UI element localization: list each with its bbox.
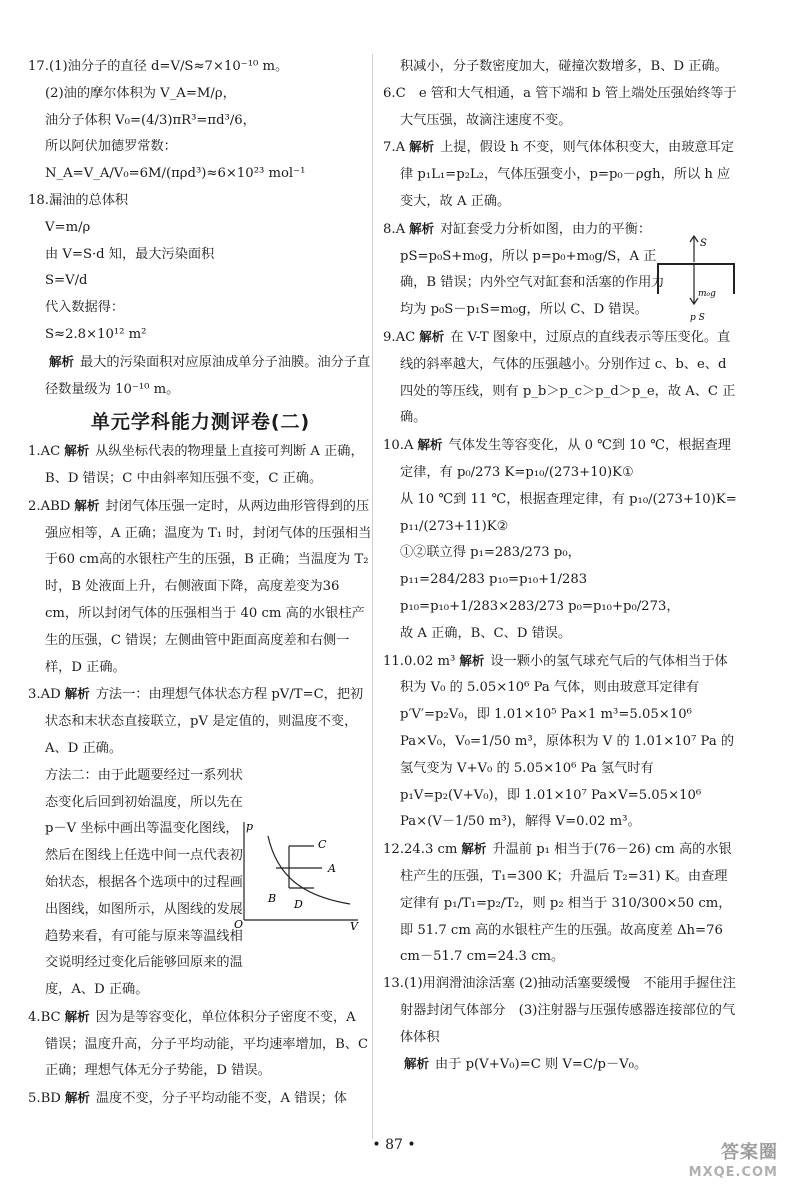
q17-line4: 所以阿伏加德罗常数：	[45, 139, 177, 155]
point-label-a: A	[328, 862, 336, 875]
answer-text: 因为是等容变化，单位体积分子密度不变，A 错误；温度升高，分子平均动能，平均速率增加，B、C 正确；理想气体无分子势能，D 错误。	[45, 1009, 369, 1079]
analysis-label: 解析	[409, 139, 435, 155]
answer-num: 13.	[383, 976, 404, 992]
answer-text: 对缸套受力分析如图，由力的平衡：pS=p₀S+m₀g，所以 p=p₀+m₀g/S，A 正确，B 错误；内外空气对缸套和活塞的作用力均为 p₀S－p₁S=m₀g，所以 C、D 错误。	[400, 221, 665, 318]
section-title: 单元学科能力测评卷(二)	[90, 411, 311, 434]
answer-text: e 管和大气相通，a 管下端和 b 管上端处压强始终等于大气压强，故滴注速度不变。	[400, 85, 737, 128]
analysis-label: 解析	[409, 220, 435, 236]
answer-text: (1)用润滑油涂活塞 (2)抽动活塞要缓慢 不能用手握住注射器封闭气体部分 (3)注射器与压强传感器连接部位的气体体积	[400, 976, 736, 1045]
answer-num: 7.A	[383, 140, 406, 156]
answer-text: 在 V-T 图象中，过原点的直线表示等压变化。直线的斜率越大，气体的压强越小。分别作过 c、b、e、d 四处的等压线，则有 p_b＞p_c＞p_d＞p_e，故 A、C 正确。	[400, 329, 736, 426]
point-label-d: D	[294, 898, 303, 911]
answer-10-line5: p₁₁=284/283 p₁₀=p₁₀+1/283 p₁₀=p₁₀+1/283×283/273 p₀=p₁₀+p₀/273，	[400, 572, 680, 614]
answer-10-line2: 从 10 ℃到 11 ℃，根据查理定律，有 p₁₀/(273+10)K=	[400, 491, 737, 507]
answer-num: 2.ABD	[28, 498, 71, 514]
axis-label-p: p	[246, 820, 254, 833]
answer-1	[28, 438, 373, 493]
analysis-label: 解析	[64, 686, 90, 702]
point-label-c: C	[318, 838, 327, 851]
analysis-text: 最大的污染面积对应原油成单分子油膜。油分子直径数量级为 10⁻¹⁰ m。	[45, 354, 371, 397]
q18-line4: S=V/d	[45, 273, 88, 289]
analysis-label: 解析	[64, 1008, 90, 1024]
answer-4	[28, 1004, 373, 1085]
answer-num: 8.A	[383, 221, 406, 237]
answer-text: 升温前 p₁ 相当于(76－26) cm 高的水银柱产生的压强，T₁=300 K；升温后 T₂=31) K。由查理定律有 p₁/T₁=p₂/T₂，则 p₂ 相当于 310/300×50 cm，即 51.7 cm 高的水银柱产生的压强。故高度差 Δh=76 cm－51.7 cm=24.3 cm。	[400, 842, 732, 965]
answer-num: 5.BD	[28, 1091, 61, 1107]
answer-5	[28, 1085, 373, 1113]
origin-label: O	[234, 918, 244, 931]
q18-line3: 由 V=S·d 知，最大污染面积	[45, 246, 215, 262]
answer-7	[383, 134, 738, 215]
analysis-label: 解析	[404, 1056, 430, 1072]
label-m0g: m₀g	[698, 289, 716, 299]
answer-2	[28, 493, 373, 682]
answer-10-line3: p₁₁/(273+11)K②	[400, 518, 509, 534]
answer-text: 从纵坐标代表的物理量上直接可判断 A 正确，B、D 错误；C 中由斜率知压强不变，C 正确。	[45, 444, 364, 486]
axis-label-v: V	[350, 920, 358, 931]
watermark-main: 答案圈	[721, 1142, 778, 1163]
page-number: • 87 •	[372, 1137, 416, 1153]
answer-text: 由于 p(V+V₀)=C 则 V=C/p－V₀。	[435, 1057, 648, 1073]
answer-num: 4.BC	[28, 1009, 61, 1025]
analysis-label: 解析	[419, 328, 445, 344]
answer-num: 12.24.3 cm	[383, 842, 458, 858]
answer-text: 设一颗小的氢气球充气后的气体相当于体积为 V₀ 的 5.05×10⁶ Pa 气体，则由玻意耳定律有 p′V′=p₂V₀，即 1.01×10⁵ Pa×1 m³=5.05×10⁶ Pa×V₀，V₀=1/50 m³，原体积为 V 的 1.01×10⁷ Pa 的氢气变为 V+V₀ 的 5.05×10⁶ Pa 氢气时有 p₁V=p₂(V+V₀)，即 1.01×10⁷ Pa×V=5.05×10⁶ Pa×(V－1/50 m³)，解得 V=0.02 m³。	[400, 653, 735, 830]
q18-line6: S≈2.8×10¹² m²	[45, 326, 147, 342]
q18-line1: 18.漏油的总体积	[28, 192, 129, 208]
q18-line5: 代入数据得：	[45, 300, 125, 316]
q18-analysis	[28, 349, 373, 404]
label-s: S	[700, 238, 707, 249]
pv-diagram-figure	[232, 816, 362, 931]
analysis-label: 解析	[64, 443, 90, 459]
watermark-logo	[689, 1143, 778, 1183]
right-column	[383, 54, 738, 1079]
q17-line3: 油分子体积 V₀=(4/3)πR³=πd³/6，	[45, 112, 256, 128]
analysis-label: 解析	[459, 652, 485, 668]
answer-num: 11.0.02 m³	[383, 653, 456, 669]
answer-text: 温度不变，分子平均动能不变，A 错误；体	[95, 1091, 347, 1107]
analysis-label: 解析	[49, 353, 75, 369]
q17-line1: 17.(1)油分子的直径 d=V/S≈7×10⁻¹⁰ m。	[28, 59, 289, 74]
answer-13-analysis	[383, 1051, 738, 1079]
q17-line5: N_A=V_A/V₀=6M/(πρd³)≈6×10²³ mol⁻¹	[45, 166, 306, 182]
answer-12	[383, 836, 738, 971]
answer-6	[383, 81, 738, 135]
answer-3-method2: 方法二：由于此题要经过一系列状态变化后回到初始温度，所以先在 p－V 坐标中画出等温变化图线，然后在图线上任选中间一点代表初始状态，根据各个选项中的过程画出图线，如图所示，从图线的发展趋势来看，有可能与原来等温线相交说明经过变化后能够回原来的温度，A、D 正确。	[45, 767, 243, 998]
analysis-label: 解析	[74, 497, 100, 513]
r5-continued: 积减小，分子数密度加大，碰撞次数增多，B、D 正确。	[400, 59, 728, 74]
q18-line2: V=m/ρ	[45, 219, 91, 235]
answer-num: 3.AD	[28, 687, 61, 703]
point-label-b: B	[268, 892, 277, 905]
answer-num: 10.A	[383, 438, 414, 454]
cylinder-sleeve	[658, 264, 734, 294]
answer-10-line6: 故 A 正确，B、C、D 错误。	[400, 625, 572, 641]
analysis-label: 解析	[417, 437, 443, 453]
analysis-label: 解析	[461, 841, 487, 857]
answer-num: 6.C	[383, 85, 406, 101]
left-column	[28, 54, 373, 1113]
answer-text: 上提，假设 h 不变，则气体体积变大，由玻意耳定律 p₁L₁=p₂L₂，气体压强变小，p=p₀－ρgh，所以 h 应变大，故 A 正确。	[400, 140, 734, 209]
answer-text: 气体发生等容变化，从 0 ℃到 10 ℃，根据查理定律，有 p₀/273 K=p₁₀/(273+10)K①	[400, 438, 731, 480]
answer-num: 9.AC	[383, 329, 416, 345]
answer-3	[28, 681, 373, 762]
answer-num: 1.AC	[28, 444, 61, 460]
process-lines	[276, 846, 322, 888]
answer-11	[383, 648, 738, 837]
answer-13	[383, 971, 738, 1051]
answer-text: 方法一：由理想气体状态方程 pV/T=C，把初状态和末状态直接联立，pV 是定值的，则温度不变，A、D 正确。	[45, 687, 364, 756]
q17-line2: (2)油的摩尔体积为 V_A=M/ρ，	[45, 85, 236, 101]
analysis-label: 解析	[64, 1090, 90, 1106]
answer-10-line4: ①②联立得 p₁=283/273 p₀，	[400, 545, 581, 561]
answer-10	[383, 432, 738, 487]
label-p0s: p S	[690, 313, 705, 323]
watermark-sub: MXQE.COM	[688, 1165, 778, 1180]
answer-text: 封闭气体压强一定时，从两边曲形管得到的压强应相等，A 正确；温度为 T₁ 时，封闭气体的压强相当于60 cm高的水银柱产生的压强，B 正确；当温度为 T₂ 时，B 处液面上升，右侧液面下降，高度差变为36 cm，所以封闭气体的压强相当于 40 cm 高的水银柱产生的压强，C 错误；左侧曲管中距面高度差和右侧一样，D 正确。	[45, 498, 372, 675]
force-diagram-figure	[654, 234, 744, 344]
